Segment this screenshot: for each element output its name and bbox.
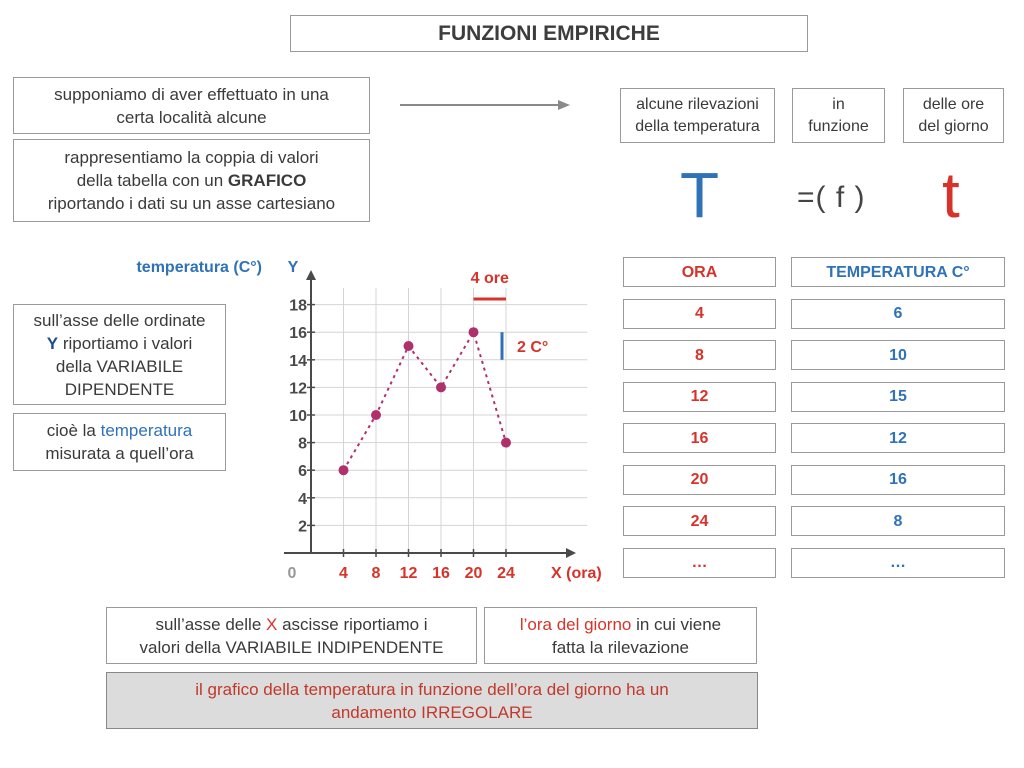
table-header-temperature: TEMPERATURA C° [791,257,1005,287]
abscissa-line2: valori della VARIABILE INDIPENDENTE [139,637,444,657]
x-tick-label: 4 [339,565,348,582]
data-point [339,465,349,475]
y-tick-label: 14 [289,352,307,370]
table-header-hour: ORA [623,257,776,287]
hour-line1b: in cui viene [631,614,722,634]
abscissa-x-label: X [266,614,278,634]
temp-note-highlight: temperatura [100,421,193,440]
y-tick-label: 4 [298,490,307,508]
data-point [501,438,511,448]
box1-line2: della temperatura [635,117,760,135]
x-tick-label: 12 [399,565,418,582]
abscissa-line1 [155,613,427,636]
arrow-right-icon [398,97,573,113]
formula-equals-f: =( f ) [797,181,866,214]
chart-line [344,332,507,470]
origin-label: 0 [287,565,297,582]
table-cell-temperature: 15 [791,382,1005,412]
abscissa-line1b: ascisse riportiamo i [277,614,428,634]
x-step-label: 4 ore [470,270,509,287]
temperature-chart [0,240,620,590]
y-axis-arrow-icon [306,270,316,280]
hour-note-box [484,607,757,664]
hour-line1 [520,613,721,636]
table-cell-temperature: 8 [791,506,1005,536]
ordinate-line2-text: riportiamo i valori [58,333,193,353]
table-cell-hour: 8 [623,340,776,370]
y-tick-label: 16 [289,325,307,343]
y-tick-label: 8 [298,435,307,453]
page-title-text: FUNZIONI EMPIRICHE [438,22,660,45]
box3-line2: del giorno [918,117,989,135]
x-axis-arrow-icon [566,548,576,558]
table-cell-hour: 24 [623,506,776,536]
data-point [436,382,446,392]
table-cell-temperature: … [791,548,1005,578]
box1-line1: alcune rilevazioni [636,95,759,113]
ordinate-line4: DIPENDENTE [64,379,175,399]
x-tick-label: 8 [371,565,381,582]
x-tick-label: 24 [497,565,515,582]
table-cell-temperature: 16 [791,465,1005,495]
table-cell-temperature: 12 [791,423,1005,453]
y-axis-label: temperatura (C°) [136,259,262,276]
chart-axes [284,270,576,558]
x-axis-label: X (ora) [551,565,602,582]
table-cell-temperature: 10 [791,340,1005,370]
ordinate-y-label: Y [46,333,59,353]
graph-note-bold: GRAFICO [227,171,307,190]
chart-points [339,327,512,475]
formula-t: t [942,159,960,231]
hour-highlight: l’ora del giorno [519,614,632,634]
x-tick-label: 20 [464,565,483,582]
table-cell-hour: … [623,548,776,578]
box-in-function [792,88,885,143]
y-axis-name: Y [287,259,299,276]
ordinate-line3: della VARIABILE [55,356,184,376]
data-point [404,341,414,351]
y-tick-label: 18 [289,297,307,315]
box-temperature-readings [620,88,775,143]
temp-note-prefix: cioè la [46,421,101,440]
y-tick-label: 2 [298,518,307,536]
x-tick-label: 16 [432,565,450,582]
intro-line1: supponiamo di aver effettuato in una [54,84,329,104]
table-cell-hour: 20 [623,465,776,495]
box3-line1: delle ore [922,95,985,113]
abscissa-note-box [106,607,477,664]
conclusion-line2: andamento IRREGOLARE [331,702,533,722]
table-cell-hour: 4 [623,299,776,329]
table-cell-hour: 12 [623,382,776,412]
intro-line2: certa località alcune [116,107,267,127]
chart-labels [136,259,601,582]
data-line [344,332,507,470]
chart-grid [311,288,587,553]
y-step-label: 2 C° [517,339,549,356]
conclusion-box [106,672,758,729]
intro-box [13,77,370,134]
graph-note-line3: riportando i dati su un asse cartesiano [47,194,336,213]
y-tick-label: 10 [289,408,307,425]
y-tick-label: 12 [289,380,307,398]
abscissa-line1a: sull’asse delle [155,614,266,634]
chart-ticks [289,298,515,582]
table-cell-temperature: 6 [791,299,1005,329]
ordinate-line1: sull’asse delle ordinate [33,310,206,330]
box2-line2: funzione [808,117,869,135]
y-tick-label: 6 [298,463,307,481]
conclusion-line1: il grafico della temperatura in funzione dell’ora del giorno ha un [195,679,669,699]
table-cell-hour: 16 [623,423,776,453]
graph-note-box [13,139,370,222]
graph-note-line1: rappresentiamo la coppia di valori [64,148,319,167]
graph-note-line2 [77,169,307,192]
graph-note-line2-text: della tabella con un [76,171,228,190]
data-point [371,410,381,420]
hour-line2: fatta la rilevazione [551,637,690,657]
box2-line1: in [832,95,845,113]
box-hours-of-day [903,88,1004,143]
formula-T: T [680,159,720,231]
temp-note-line2: misurata a quell’ora [45,444,194,463]
data-point [469,327,479,337]
page-title [290,15,808,52]
